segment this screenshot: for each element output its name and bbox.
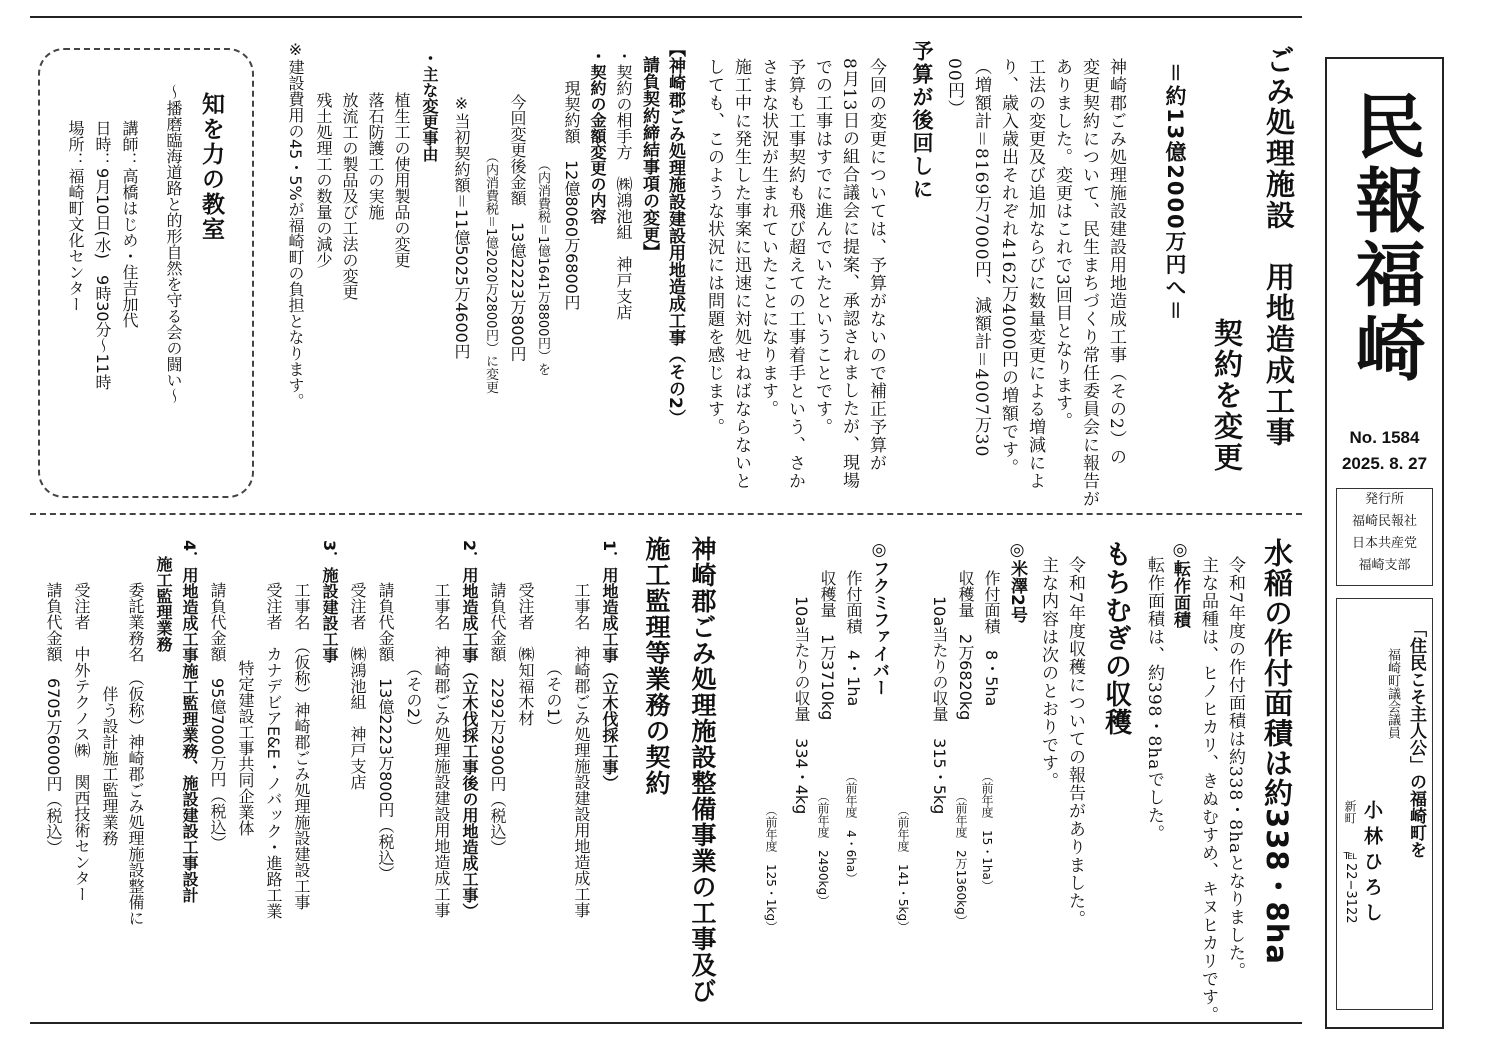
ad-slogan: 「住民こそ主人公」の福崎町を bbox=[1406, 620, 1426, 858]
section2-heading: 2．用地造成工事（立木伐採工事後の用地造成工事） bbox=[460, 540, 479, 920]
paragraph-line: 主な内容は次のとおりです。 bbox=[1038, 556, 1058, 790]
lecture-datetime: 日時：9月10日(水) 9時30分～11時 bbox=[93, 120, 112, 390]
paragraph-line: （増額計＝8169万7000円、減額計＝4007万30 bbox=[971, 58, 991, 458]
article1-subtitle: ＝約13億2000万円へ＝ bbox=[1163, 62, 1187, 323]
publisher-label: 発行所 bbox=[1364, 492, 1404, 507]
paragraph-line: り、歳入歳出それぞれ4162万4000円の増額です。 bbox=[998, 58, 1018, 477]
article2-paragraph bbox=[1194, 556, 1248, 1024]
article2-title: 水稲の作付面積は約338・8ha bbox=[1260, 538, 1294, 965]
article3-title-2: 施工監理等業務の契約 bbox=[642, 536, 671, 796]
paragraph-line: 変更契約について、民生まちづくり常任委員会に報告が bbox=[1079, 58, 1099, 508]
article2-paragraph-2 bbox=[1034, 556, 1088, 928]
ad-phone: ℡22−3122 bbox=[1343, 848, 1358, 924]
tensaku-text: 転作面積は、約398・8haでした。 bbox=[1144, 556, 1164, 843]
section1-name-2: （その1） bbox=[544, 660, 563, 735]
yonezawa-heading: ◎米澤2号 bbox=[1007, 540, 1027, 623]
paragraph-line: しても、このような状況には問題を感じます。 bbox=[704, 58, 724, 436]
section3-contractor: 受注者 カナデビアE&E・ノバック・進路工業 bbox=[264, 582, 283, 919]
reason-item: 落石防護工の実施 bbox=[366, 92, 385, 220]
paragraph-line: 令和7年度収穫についての報告がありました。 bbox=[1065, 556, 1085, 928]
fukumi-per-10a-prev: （前年度 125・1kg） bbox=[764, 804, 778, 934]
yonezawa-area: 作付面積 8・5ha bbox=[982, 570, 1001, 707]
paragraph-line: 8月13日の組合議会に提案、承認されましたが、現場 bbox=[839, 58, 859, 490]
section1-contractor: 受注者 ㈱知福木材 bbox=[516, 582, 535, 726]
section4-contractor: 受注者 中外テクノス㈱ 関西技術センター bbox=[72, 582, 91, 902]
section2-name: 工事名 神崎郡ごみ処理施設建設用地造成工事 bbox=[432, 582, 451, 918]
fukumi-yield: 収穫量 1万3710kg bbox=[818, 570, 837, 721]
section3-contractor-2: 特定建設工事共同企業体 bbox=[236, 660, 255, 836]
section1-name: 工事名 神崎郡ごみ処理施設建設用地造成工事 bbox=[572, 582, 591, 918]
paragraph-line: 今回の変更については、予算がないので補正予算が bbox=[866, 58, 886, 472]
yonezawa-per-10a-prev: （前年度 141・5kg） bbox=[896, 804, 910, 934]
top-rule bbox=[30, 16, 1302, 18]
section4-heading: 4．用地造成工事施工監理業務、施設建設工事設計 bbox=[180, 540, 199, 904]
fukumi-per-10a: 10a当たりの収量 334・4kg bbox=[792, 596, 811, 815]
cost-share-footnote: ※建設費用の45・5%が福崎町の負担となります。 bbox=[286, 40, 305, 409]
issue-number: No. 1584 bbox=[1349, 428, 1420, 447]
article1-heading-budget: 予算が後回しに bbox=[910, 40, 934, 201]
middle-rule bbox=[30, 513, 1302, 515]
section2-contractor: 受注者 ㈱鴻池組 神戸支店 bbox=[348, 582, 367, 790]
party-name: 日本共産党 bbox=[1351, 536, 1417, 551]
changed-amount: 今回変更後金額 13億2223万800円 bbox=[508, 94, 527, 362]
ad-area: 新町 bbox=[1343, 800, 1357, 824]
changed-amount-tax: （内消費税＝1億2020万2800円）に変更 bbox=[483, 150, 498, 394]
amount-change-label: ・契約の金額変更の内容 bbox=[588, 48, 607, 224]
lecture-info bbox=[62, 120, 143, 390]
section4-amount: 請負代金額 6705万6000円（税込） bbox=[44, 582, 63, 856]
article2-title-2: もちむぎの収穫 bbox=[1100, 540, 1131, 736]
section3-amount: 請負代金額 95億7000万円（税込） bbox=[208, 582, 227, 852]
lecture-place: 場所：福崎町文化センター bbox=[66, 120, 85, 312]
section4-name: 委託業務名 （仮称）神崎郡ごみ処理施設整備に bbox=[126, 582, 145, 926]
yonezawa-per-10a: 10a当たりの収量 315・5kg bbox=[930, 596, 949, 815]
paragraph-line: さまな状況が生まれていたことになります。 bbox=[758, 58, 778, 418]
ad-role: 福崎町議会議員 bbox=[1385, 648, 1400, 739]
tensaku-heading: ◎転作面積 bbox=[1170, 540, 1190, 628]
reason-item: 放流工の製品及び工法の変更 bbox=[340, 92, 359, 300]
paragraph-line: 主な品種は、ヒノヒカリ、きぬむすめ、キヌヒカリです。 bbox=[1198, 556, 1218, 1024]
newspaper-title: 民報福崎 bbox=[1344, 90, 1427, 386]
current-amount-tax: （内消費税＝1億1641万8800円）を bbox=[535, 158, 550, 376]
section3-heading: 3．施設建設工事 bbox=[320, 540, 339, 664]
section2-name-2: （その2） bbox=[404, 660, 423, 735]
yonezawa-area-prev: （前年度 15・1ha） bbox=[980, 770, 994, 892]
issue-info bbox=[1325, 425, 1444, 477]
fukumi-area-prev: （前年度 4・6ha） bbox=[844, 770, 858, 885]
original-amount-note: ※当初契約額＝11億5025万4600円 bbox=[452, 94, 471, 359]
article1-title: ごみ処理施設 用地造成工事 bbox=[1262, 45, 1296, 448]
section1-amount: 請負代金額 2292万2900円（税込） bbox=[488, 582, 507, 856]
reasons-list bbox=[310, 92, 414, 300]
section4-heading-2: 施工監理業務 bbox=[154, 556, 173, 652]
issue-date: 2025. 8. 27 bbox=[1341, 454, 1428, 473]
lecture-subtitle: ～播磨臨海道路と的形自然を守る会の闘い～ bbox=[164, 84, 183, 404]
yonezawa-yield-prev: （前年度 2万1360kg） bbox=[954, 790, 968, 927]
paragraph-line: 神崎郡ごみ処理施設建設用地造成工事（その2）の bbox=[1106, 58, 1126, 466]
paragraph-line: 工法の変更及び追加ならびに数量変更による増減によ bbox=[1025, 58, 1045, 490]
section1-heading: 1．用地造成工事（立木伐採工事） bbox=[600, 540, 619, 792]
article1-paragraph bbox=[940, 58, 1129, 508]
paragraph-line: 施工中に発生した事案に迅速に対処せねばならないと bbox=[731, 58, 751, 490]
contract-change-heading: 【神崎郡ごみ処理施設建設用地造成工事（その2） bbox=[665, 40, 685, 426]
fukumi-yield-prev: （前年度 2490kg） bbox=[816, 790, 830, 908]
current-amount: 現契約額 12億8060万6800円 bbox=[562, 80, 581, 310]
ad-name: 小 林 ひ ろ し bbox=[1361, 800, 1383, 922]
yonezawa-yield: 収穫量 2万6820kg bbox=[956, 570, 975, 721]
paragraph-line: 00円） bbox=[944, 58, 964, 118]
contract-party: ・契約の相手方 ㈱鴻池組 神戸支店 bbox=[614, 48, 633, 320]
article1-title-2: 契約を変更 bbox=[1210, 318, 1244, 473]
reason-item: 植生工の使用製品の変更 bbox=[392, 92, 411, 268]
paragraph-line: での工事はすでに進んでいたということです。 bbox=[812, 58, 832, 436]
paragraph-line: ありました。変更はこれで3回目となります。 bbox=[1052, 58, 1072, 430]
paragraph-line: 予算も工事契約も飛び超えての工事着手という、さか bbox=[785, 58, 805, 490]
fukumi-heading: ◎フクミファイバー bbox=[869, 540, 889, 696]
lecture-title: 知を力の教室 bbox=[198, 92, 224, 242]
section2-amount: 請負代金額 13億2223万800円（税込） bbox=[376, 582, 395, 882]
publisher-box bbox=[1336, 488, 1433, 586]
reasons-heading: ・主な変更事由 bbox=[420, 50, 439, 162]
publisher-name: 福崎民報社 bbox=[1351, 514, 1417, 529]
bottom-rule bbox=[30, 1022, 1302, 1024]
lecturer: 講師：高橋はじめ・住吉加代 bbox=[120, 120, 139, 328]
section3-name: 工事名 （仮称）神崎郡ごみ処理施設建設工事 bbox=[292, 582, 311, 910]
section4-name-2: 伴う設計施工監理業務 bbox=[100, 686, 119, 846]
reason-item: 残土処理工の数量の減少 bbox=[314, 92, 333, 268]
article1-paragraph-2 bbox=[700, 58, 889, 508]
paragraph-line: 令和7年度の作付面積は約338・8haとなりました。 bbox=[1225, 556, 1245, 981]
contract-change-heading-2: 請負契約締結事項の変更】 bbox=[639, 56, 659, 260]
fukumi-area: 作付面積 4・1ha bbox=[844, 570, 863, 707]
branch-name: 福崎支部 bbox=[1358, 558, 1411, 573]
article3-title: 神崎郡ごみ処理施設整備事業の工事及び bbox=[688, 536, 717, 1004]
